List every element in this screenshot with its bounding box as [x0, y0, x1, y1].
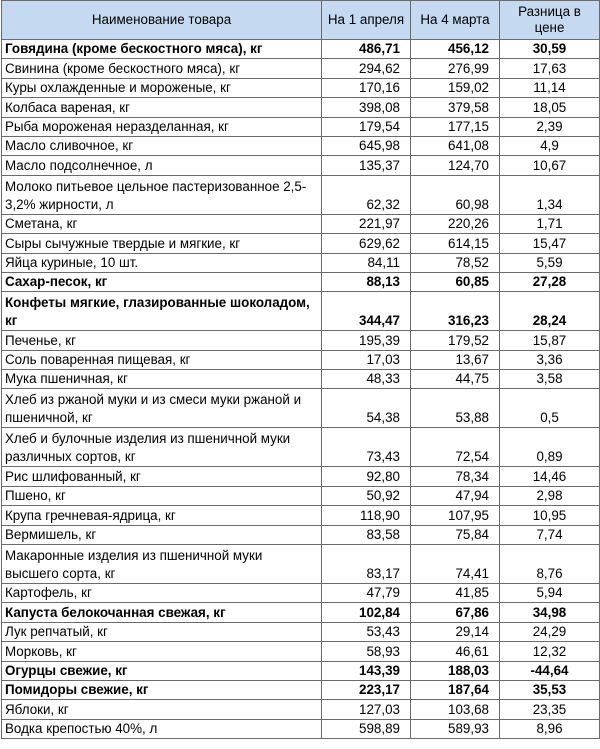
- table-row: [2, 680, 600, 699]
- price-diff-cell: 4,9: [500, 136, 600, 155]
- price-april-cell: 598,89: [322, 719, 411, 738]
- product-name-cell: Рыба мороженая неразделанная, кг: [2, 117, 322, 136]
- price-march-cell: 13,67: [411, 350, 500, 369]
- price-march-cell: 316,23: [411, 292, 500, 331]
- price-diff-cell: 10,95: [500, 506, 600, 525]
- price-april-cell: 17,03: [322, 350, 411, 369]
- price-table: [1, 0, 600, 739]
- product-name-cell: Соль поваренная пищевая, кг: [2, 350, 322, 369]
- table-row: [2, 719, 600, 738]
- table-row: [2, 603, 600, 622]
- price-april-cell: 645,98: [322, 136, 411, 155]
- table-row: [2, 98, 600, 117]
- table-row: [2, 234, 600, 253]
- product-name-cell: Картофель, кг: [2, 584, 322, 603]
- header-row: [2, 1, 600, 40]
- product-name-cell: Макаронные изделия из пшеничной муки высшего сорта, кг: [2, 545, 322, 584]
- table-row: [2, 506, 600, 525]
- price-april-cell: 629,62: [322, 234, 411, 253]
- header-diff: Разница в цене: [500, 1, 600, 40]
- table-row: [2, 156, 600, 175]
- table-row: [2, 253, 600, 272]
- price-march-cell: 78,34: [411, 467, 500, 486]
- table-row: [2, 389, 600, 428]
- price-april-cell: 127,03: [322, 700, 411, 719]
- product-name-cell: Водка крепостью 40%, л: [2, 719, 322, 738]
- price-diff-cell: 10,67: [500, 156, 600, 175]
- table-row: [2, 292, 600, 331]
- price-april-cell: 88,13: [322, 272, 411, 291]
- table-row: [2, 584, 600, 603]
- price-march-cell: 379,58: [411, 98, 500, 117]
- table-row: [2, 272, 600, 291]
- price-march-cell: 29,14: [411, 622, 500, 641]
- price-march-cell: 44,75: [411, 370, 500, 389]
- product-name-cell: Яблоки, кг: [2, 700, 322, 719]
- header-april: На 1 апреля: [322, 1, 411, 40]
- product-name-cell: Свинина (кроме бескостного мяса), кг: [2, 59, 322, 78]
- table-body: [2, 40, 600, 739]
- price-march-cell: 53,88: [411, 389, 500, 428]
- price-march-cell: 75,84: [411, 525, 500, 544]
- product-name-cell: Хлеб из ржаной муки и из смеси муки ржаной и пшеничной, кг: [2, 389, 322, 428]
- price-april-cell: 47,79: [322, 584, 411, 603]
- price-diff-cell: 23,35: [500, 700, 600, 719]
- table-row: [2, 136, 600, 155]
- header-name: Наименование товара: [2, 1, 322, 40]
- price-diff-cell: 1,34: [500, 175, 600, 214]
- price-march-cell: 187,64: [411, 680, 500, 699]
- price-march-cell: 107,95: [411, 506, 500, 525]
- product-name-cell: Рис шлифованный, кг: [2, 467, 322, 486]
- price-diff-cell: 17,63: [500, 59, 600, 78]
- product-name-cell: Яйца куриные, 10 шт.: [2, 253, 322, 272]
- product-name-cell: Огурцы свежие, кг: [2, 661, 322, 680]
- price-diff-cell: 30,59: [500, 40, 600, 59]
- price-diff-cell: 35,53: [500, 680, 600, 699]
- price-diff-cell: 3,58: [500, 370, 600, 389]
- price-april-cell: 62,32: [322, 175, 411, 214]
- table-row: [2, 545, 600, 584]
- price-april-cell: 58,93: [322, 642, 411, 661]
- price-diff-cell: 15,87: [500, 331, 600, 350]
- price-diff-cell: 24,29: [500, 622, 600, 641]
- price-march-cell: 220,26: [411, 214, 500, 233]
- product-name-cell: Масло сливочное, кг: [2, 136, 322, 155]
- price-diff-cell: 7,74: [500, 525, 600, 544]
- price-april-cell: 221,97: [322, 214, 411, 233]
- price-march-cell: 72,54: [411, 428, 500, 467]
- price-diff-cell: -44,64: [500, 661, 600, 680]
- price-april-cell: 294,62: [322, 59, 411, 78]
- price-diff-cell: 8,96: [500, 719, 600, 738]
- table-row: [2, 350, 600, 369]
- price-march-cell: 614,15: [411, 234, 500, 253]
- product-name-cell: Хлеб и булочные изделия из пшеничной муки различных сортов, кг: [2, 428, 322, 467]
- product-name-cell: Вермишель, кг: [2, 525, 322, 544]
- table-row: [2, 525, 600, 544]
- price-march-cell: 124,70: [411, 156, 500, 175]
- price-april-cell: 84,11: [322, 253, 411, 272]
- table-row: [2, 467, 600, 486]
- price-april-cell: 486,71: [322, 40, 411, 59]
- price-april-cell: 135,37: [322, 156, 411, 175]
- product-name-cell: Сыры сычужные твердые и мягкие, кг: [2, 234, 322, 253]
- price-diff-cell: 8,76: [500, 545, 600, 584]
- price-march-cell: 179,52: [411, 331, 500, 350]
- product-name-cell: Лук репчатый, кг: [2, 622, 322, 641]
- product-name-cell: Колбаса вареная, кг: [2, 98, 322, 117]
- price-march-cell: 589,93: [411, 719, 500, 738]
- price-diff-cell: 0,5: [500, 389, 600, 428]
- table-row: [2, 40, 600, 59]
- price-diff-cell: 3,36: [500, 350, 600, 369]
- table-row: [2, 175, 600, 214]
- price-april-cell: 102,84: [322, 603, 411, 622]
- table-row: [2, 59, 600, 78]
- product-name-cell: Сметана, кг: [2, 214, 322, 233]
- price-april-cell: 344,47: [322, 292, 411, 331]
- price-april-cell: 50,92: [322, 486, 411, 505]
- table-header: [2, 1, 600, 40]
- price-march-cell: 456,12: [411, 40, 500, 59]
- product-name-cell: Крупа гречневая-ядрица, кг: [2, 506, 322, 525]
- table-row: [2, 214, 600, 233]
- price-march-cell: 159,02: [411, 78, 500, 97]
- price-diff-cell: 2,39: [500, 117, 600, 136]
- price-diff-cell: 15,47: [500, 234, 600, 253]
- product-name-cell: Куры охлажденные и мороженые, кг: [2, 78, 322, 97]
- price-diff-cell: 18,05: [500, 98, 600, 117]
- price-april-cell: 53,43: [322, 622, 411, 641]
- price-april-cell: 92,80: [322, 467, 411, 486]
- table-row: [2, 622, 600, 641]
- table-row: [2, 331, 600, 350]
- product-name-cell: Конфеты мягкие, глазированные шоколадом, кг: [2, 292, 322, 331]
- table-row: [2, 428, 600, 467]
- table-row: [2, 642, 600, 661]
- product-name-cell: Печенье, кг: [2, 331, 322, 350]
- price-march-cell: 41,85: [411, 584, 500, 603]
- price-march-cell: 74,41: [411, 545, 500, 584]
- price-april-cell: 170,16: [322, 78, 411, 97]
- price-march-cell: 67,86: [411, 603, 500, 622]
- price-march-cell: 60,98: [411, 175, 500, 214]
- price-march-cell: 46,61: [411, 642, 500, 661]
- price-diff-cell: 0,89: [500, 428, 600, 467]
- price-march-cell: 641,08: [411, 136, 500, 155]
- price-diff-cell: 12,32: [500, 642, 600, 661]
- price-diff-cell: 5,94: [500, 584, 600, 603]
- price-march-cell: 103,68: [411, 700, 500, 719]
- product-name-cell: Пшено, кг: [2, 486, 322, 505]
- product-name-cell: Говядина (кроме бескостного мяса), кг: [2, 40, 322, 59]
- product-name-cell: Морковь, кг: [2, 642, 322, 661]
- product-name-cell: Капуста белокочанная свежая, кг: [2, 603, 322, 622]
- table-row: [2, 370, 600, 389]
- product-name-cell: Мука пшеничная, кг: [2, 370, 322, 389]
- price-diff-cell: 14,46: [500, 467, 600, 486]
- table-row: [2, 700, 600, 719]
- price-april-cell: 398,08: [322, 98, 411, 117]
- table-row: [2, 117, 600, 136]
- product-name-cell: Помидоры свежие, кг: [2, 680, 322, 699]
- price-march-cell: 177,15: [411, 117, 500, 136]
- price-diff-cell: 2,98: [500, 486, 600, 505]
- product-name-cell: Молоко питьевое цельное пастеризованное 2,5-3,2% жирности, л: [2, 175, 322, 214]
- price-march-cell: 78,52: [411, 253, 500, 272]
- header-march: На 4 марта: [411, 1, 500, 40]
- price-april-cell: 73,43: [322, 428, 411, 467]
- price-april-cell: 83,58: [322, 525, 411, 544]
- price-april-cell: 195,39: [322, 331, 411, 350]
- price-diff-cell: 34,98: [500, 603, 600, 622]
- price-march-cell: 188,03: [411, 661, 500, 680]
- price-diff-cell: 11,14: [500, 78, 600, 97]
- price-april-cell: 223,17: [322, 680, 411, 699]
- product-name-cell: Масло подсолнечное, л: [2, 156, 322, 175]
- price-april-cell: 48,33: [322, 370, 411, 389]
- price-april-cell: 143,39: [322, 661, 411, 680]
- table-row: [2, 78, 600, 97]
- price-april-cell: 179,54: [322, 117, 411, 136]
- table-row: [2, 486, 600, 505]
- price-diff-cell: 27,28: [500, 272, 600, 291]
- price-april-cell: 118,90: [322, 506, 411, 525]
- price-diff-cell: 5,59: [500, 253, 600, 272]
- price-april-cell: 83,17: [322, 545, 411, 584]
- price-march-cell: 47,94: [411, 486, 500, 505]
- price-march-cell: 276,99: [411, 59, 500, 78]
- price-diff-cell: 28,24: [500, 292, 600, 331]
- price-diff-cell: 1,71: [500, 214, 600, 233]
- price-april-cell: 54,38: [322, 389, 411, 428]
- product-name-cell: Сахар-песок, кг: [2, 272, 322, 291]
- table-row: [2, 661, 600, 680]
- price-march-cell: 60,85: [411, 272, 500, 291]
